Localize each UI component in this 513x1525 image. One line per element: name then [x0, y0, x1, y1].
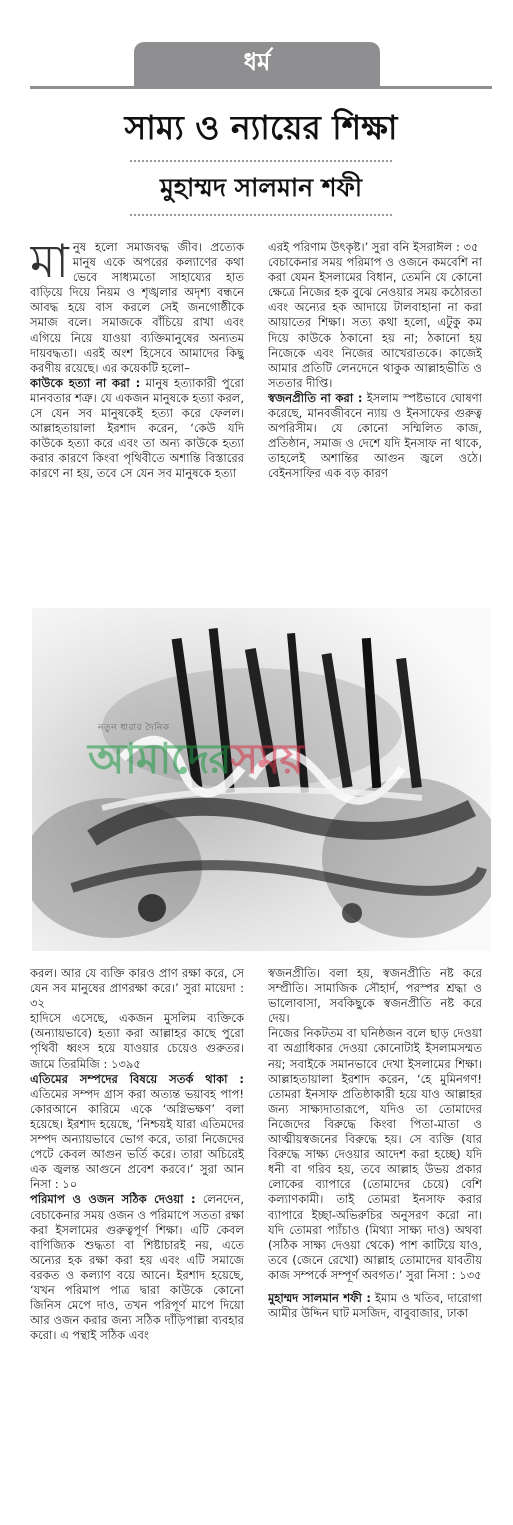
subheading: স্বজনপ্রীতি না করা :: [268, 390, 363, 405]
watermark-brand-part: আমাদের: [88, 734, 231, 783]
watermark-tagline: নতুন ধারার দৈনিক: [98, 723, 170, 733]
paragraph: নিজের নিকটতম বা ঘনিষ্ঠজন বলে ছাড় দেওয়া বা অগ্রাধিকার দেওয়া কোনোটাই ইসলামসম্মত নয়; সবাইকে সমানভাবে দেখা ইসলামের শিক্ষা। আল্লাহতায়ালা ইরশাদ করেন, ‘হে মুমিনগণ! তোমরা ইনসাফ প্রতিষ্ঠাকারী হয়ে যাও আল্লাহর জন্য সাক্ষ্যদাতারূপে, যদিও তা তোমাদের নিজেদের বিরুদ্ধে কিংবা পিতা-মাতা ও আত্মীয়স্বজনের বিরুদ্ধে হয়। সে ব্যক্তি (যার বিরুদ্ধে সাক্ষ্য দেওয়ার আদেশ করা হচ্ছে) যদি ধনী বা গরিব হয়, তবে আল্লাহ উভয় প্রকার লোকের ব্যাপারে (তোমাদের চেয়ে) বেশি কল্যাণকামী। তাই তোমরা ইনসাফ করার ব্যাপারে ইচ্ছা-অভিরুচির অনুসরণ করো না। যদি তোমরা প্যাঁচাও (মিথ্যা সাক্ষ্য দাও) অথবা (সঠিক সাক্ষ্য দেওয়া থেকে) পাশ কাটিয়ে যাও, তবে (জেনে রেখো) আল্লাহ তোমাদের যাবতীয় কাজ সম্পর্কে সম্পূর্ণ অবগত।’ সুরা নিসা : ১৩৫: [268, 1026, 482, 1282]
section-tab: [134, 42, 380, 86]
paragraph: [268, 391, 482, 482]
author-name: মুহাম্মদ সালমান শফী :: [268, 1290, 371, 1305]
column-2-top: [268, 240, 482, 600]
paragraph: বেচাকেনার সময় পরিমাপ ও ওজনে কমবেশি না করা যেমন ইসলামের বিধান, তেমনি যে কোনো ক্ষেত্রে নিজের হক বুঝে নেওয়ার সময় কঠোরতা এবং অন্যের হক আদায়ে টালবাহানা না করা আয়াতের শিক্ষা। সত্য কথা হলো, এটুকু কম দিয়ে কাউকে ঠকানো হয় না; ঠকানো হয় নিজেকে এবং নিজের আখেরাতকে। কাজেই আমার প্রতিটি লেনদেনে থাকুক আল্লাহভীতি ও সততার দীপ্তি।: [268, 255, 482, 390]
article-byline: মুহাম্মদ সালমান শফী: [159, 173, 363, 202]
drop-cap: মা: [30, 240, 69, 288]
subheading: পরিমাপ ও ওজন সঠিক দেওয়া :: [30, 1192, 196, 1207]
article-title: সাম্য ও ন্যায়ের শিক্ষা: [124, 108, 398, 147]
calligraphy-artwork: [32, 608, 491, 951]
paragraph-text: এতিমের সম্পদ গ্রাস করা অত্যন্ত ভয়াবহ পাপ! কোরআনে কারিমে একে ‘অগ্নিভক্ষণ’ বলা হয়েছে। ইরশাদ হয়েছে, ‘নিশ্চয়ই যারা এতিমদের সম্পদ অন্যায়ভাবে ভোগ করে, তারা নিজেদের পেটে কেবল আগুন ভর্তি করে। তারা অচিরেই এক জ্বলন্ত আগুনে প্রবেশ করবে।’ সুরা আন নিসা : ১০: [30, 1086, 244, 1192]
paragraph: [30, 376, 244, 482]
paragraph-text: ইসলাম স্পষ্টভাবে ঘোষণা করেছে, মানবজীবনে ন্যায় ও ইনসাফের গুরুত্ব অপরিসীম। যে কোনো সম্মিলিত কাজ, প্রতিষ্ঠান, সমাজ ও দেশে যদি ইনসাফ না থাকে, তাহলেই অশান্তির আগুন জ্বলে ওঠে। বেইনসাফির এক বড় কারণ: [268, 390, 482, 481]
column-2-bottom: [268, 966, 482, 1514]
subheading: কাউকে হত্যা না করা :: [30, 375, 141, 390]
byline-divider: [130, 214, 392, 216]
paragraph: করল। আর যে ব্যক্তি কারও প্রাণ রক্ষা করে, সে যেন সব মানুষের প্রাণরক্ষা করে।’ সুরা মায়েদা : ৩২: [30, 966, 244, 1011]
paragraph: [30, 1072, 244, 1193]
section-label: ধর্ম: [243, 48, 271, 76]
column-1-top: [30, 240, 244, 600]
column-1-bottom: [30, 966, 244, 1514]
paragraph: এরই পরিণাম উৎকৃষ্ট।’ সুরা বনি ইসরাঈল : ৩৫: [268, 240, 479, 254]
paragraph: [30, 1192, 244, 1343]
intro-text: নুষ হলো সমাজবদ্ধ জীব। প্রত্যেক মানুষ একে অপরের কল্যাণের কথা ভেবে সাধ্যমতো সাহায্যের হাত বাড়িয়ে দিয়ে নিয়ম ও শৃঙ্খলার অদৃশ্য বন্ধনে আবদ্ধ হয়ে বাস করলে সেই জনগোষ্ঠীকে সমাজ বলে। সমাজকে বাঁচিয়ে রাখা এবং এগিয়ে নিয়ে যাওয়া ব্যক্তিমানুষের অন্যতম দায়বদ্ধতা। এরই অংশ হিসেবে আমাদের কিছু করণীয় রয়েছে। এর কয়েকটি হলো–: [30, 240, 244, 375]
paragraph: স্বজনপ্রীতি। বলা হয়, স্বজনপ্রীতি নষ্ট করে সম্প্রীতি। সামাজিক সৌহার্দ, পরস্পর শ্রদ্ধা ও ভালোবাসা, সবকিছুকে স্বজনপ্রীতি নষ্ট করে দেয়।: [268, 966, 482, 1026]
watermark-brand-part: সময়: [230, 734, 304, 783]
author-note: [268, 1291, 482, 1321]
watermark-logo: [88, 726, 303, 797]
paragraph-text: লেনদেন, বেচাকেনার সময় ওজন ও পরিমাপে সততা রক্ষা করা ইসলামের গুরুত্বপূর্ণ শিক্ষা। এটি কেবল বাণিজ্যিক শুদ্ধতা বা শিষ্টাচারই নয়, এতে অন্যের হক রক্ষা করা হয় এবং এটি সমাজে বরকত ও কল্যাণ বয়ে আনে। ইরশাদ হয়েছে, ‘যখন পরিমাপ পাত্র দ্বারা কাউকে কোনো জিনিস মেপে দাও, তখন পরিপূর্ণ মাপে দিয়ো আর ওজন করার জন্য সঠিক দাঁড়িপাল্লা ব্যবহার করো। এ পন্থাই সঠিক এবং: [30, 1192, 244, 1343]
subheading: এতিমের সম্পদের বিষয়ে সতর্ক থাকা :: [30, 1071, 244, 1086]
paragraph-text: মানুষ হত্যাকারী পুরো মানবতার শত্রু। যে একজন মানুষকে হত্যা করল, সে যেন সব মানুষকেই হত্যা করে ফেলল। আল্লাহতায়ালা ইরশাদ করেন, ‘কেউ যদি কাউকে হত্যা করে এবং তা অন্য কাউকে হত্যা করার কারণে কিংবা পৃথিবীতে অশান্তি বিস্তারের কারণে না হয়, তবে সে যেন সব মানুষকে হত্যা: [30, 375, 244, 481]
section-rule: [30, 86, 492, 89]
title-divider: [130, 160, 392, 162]
paragraph: [30, 240, 244, 376]
author-info: ইমাম ও খতিব, দারোগা আমীর উদ্দিন ঘাট মসজিদ, বাবুবাজার, ঢাকা: [268, 1290, 482, 1321]
paragraph: হাদিসে এসেছে, একজন মুসলিম ব্যক্তিকে (অন্যায়ভাবে) হত্যা করা আল্লাহর কাছে পুরো পৃথিবী ধ্বংস হয়ে যাওয়ার চেয়েও গুরুতর। জামে তিরমিজি : ১৩৯৫: [30, 1011, 244, 1071]
